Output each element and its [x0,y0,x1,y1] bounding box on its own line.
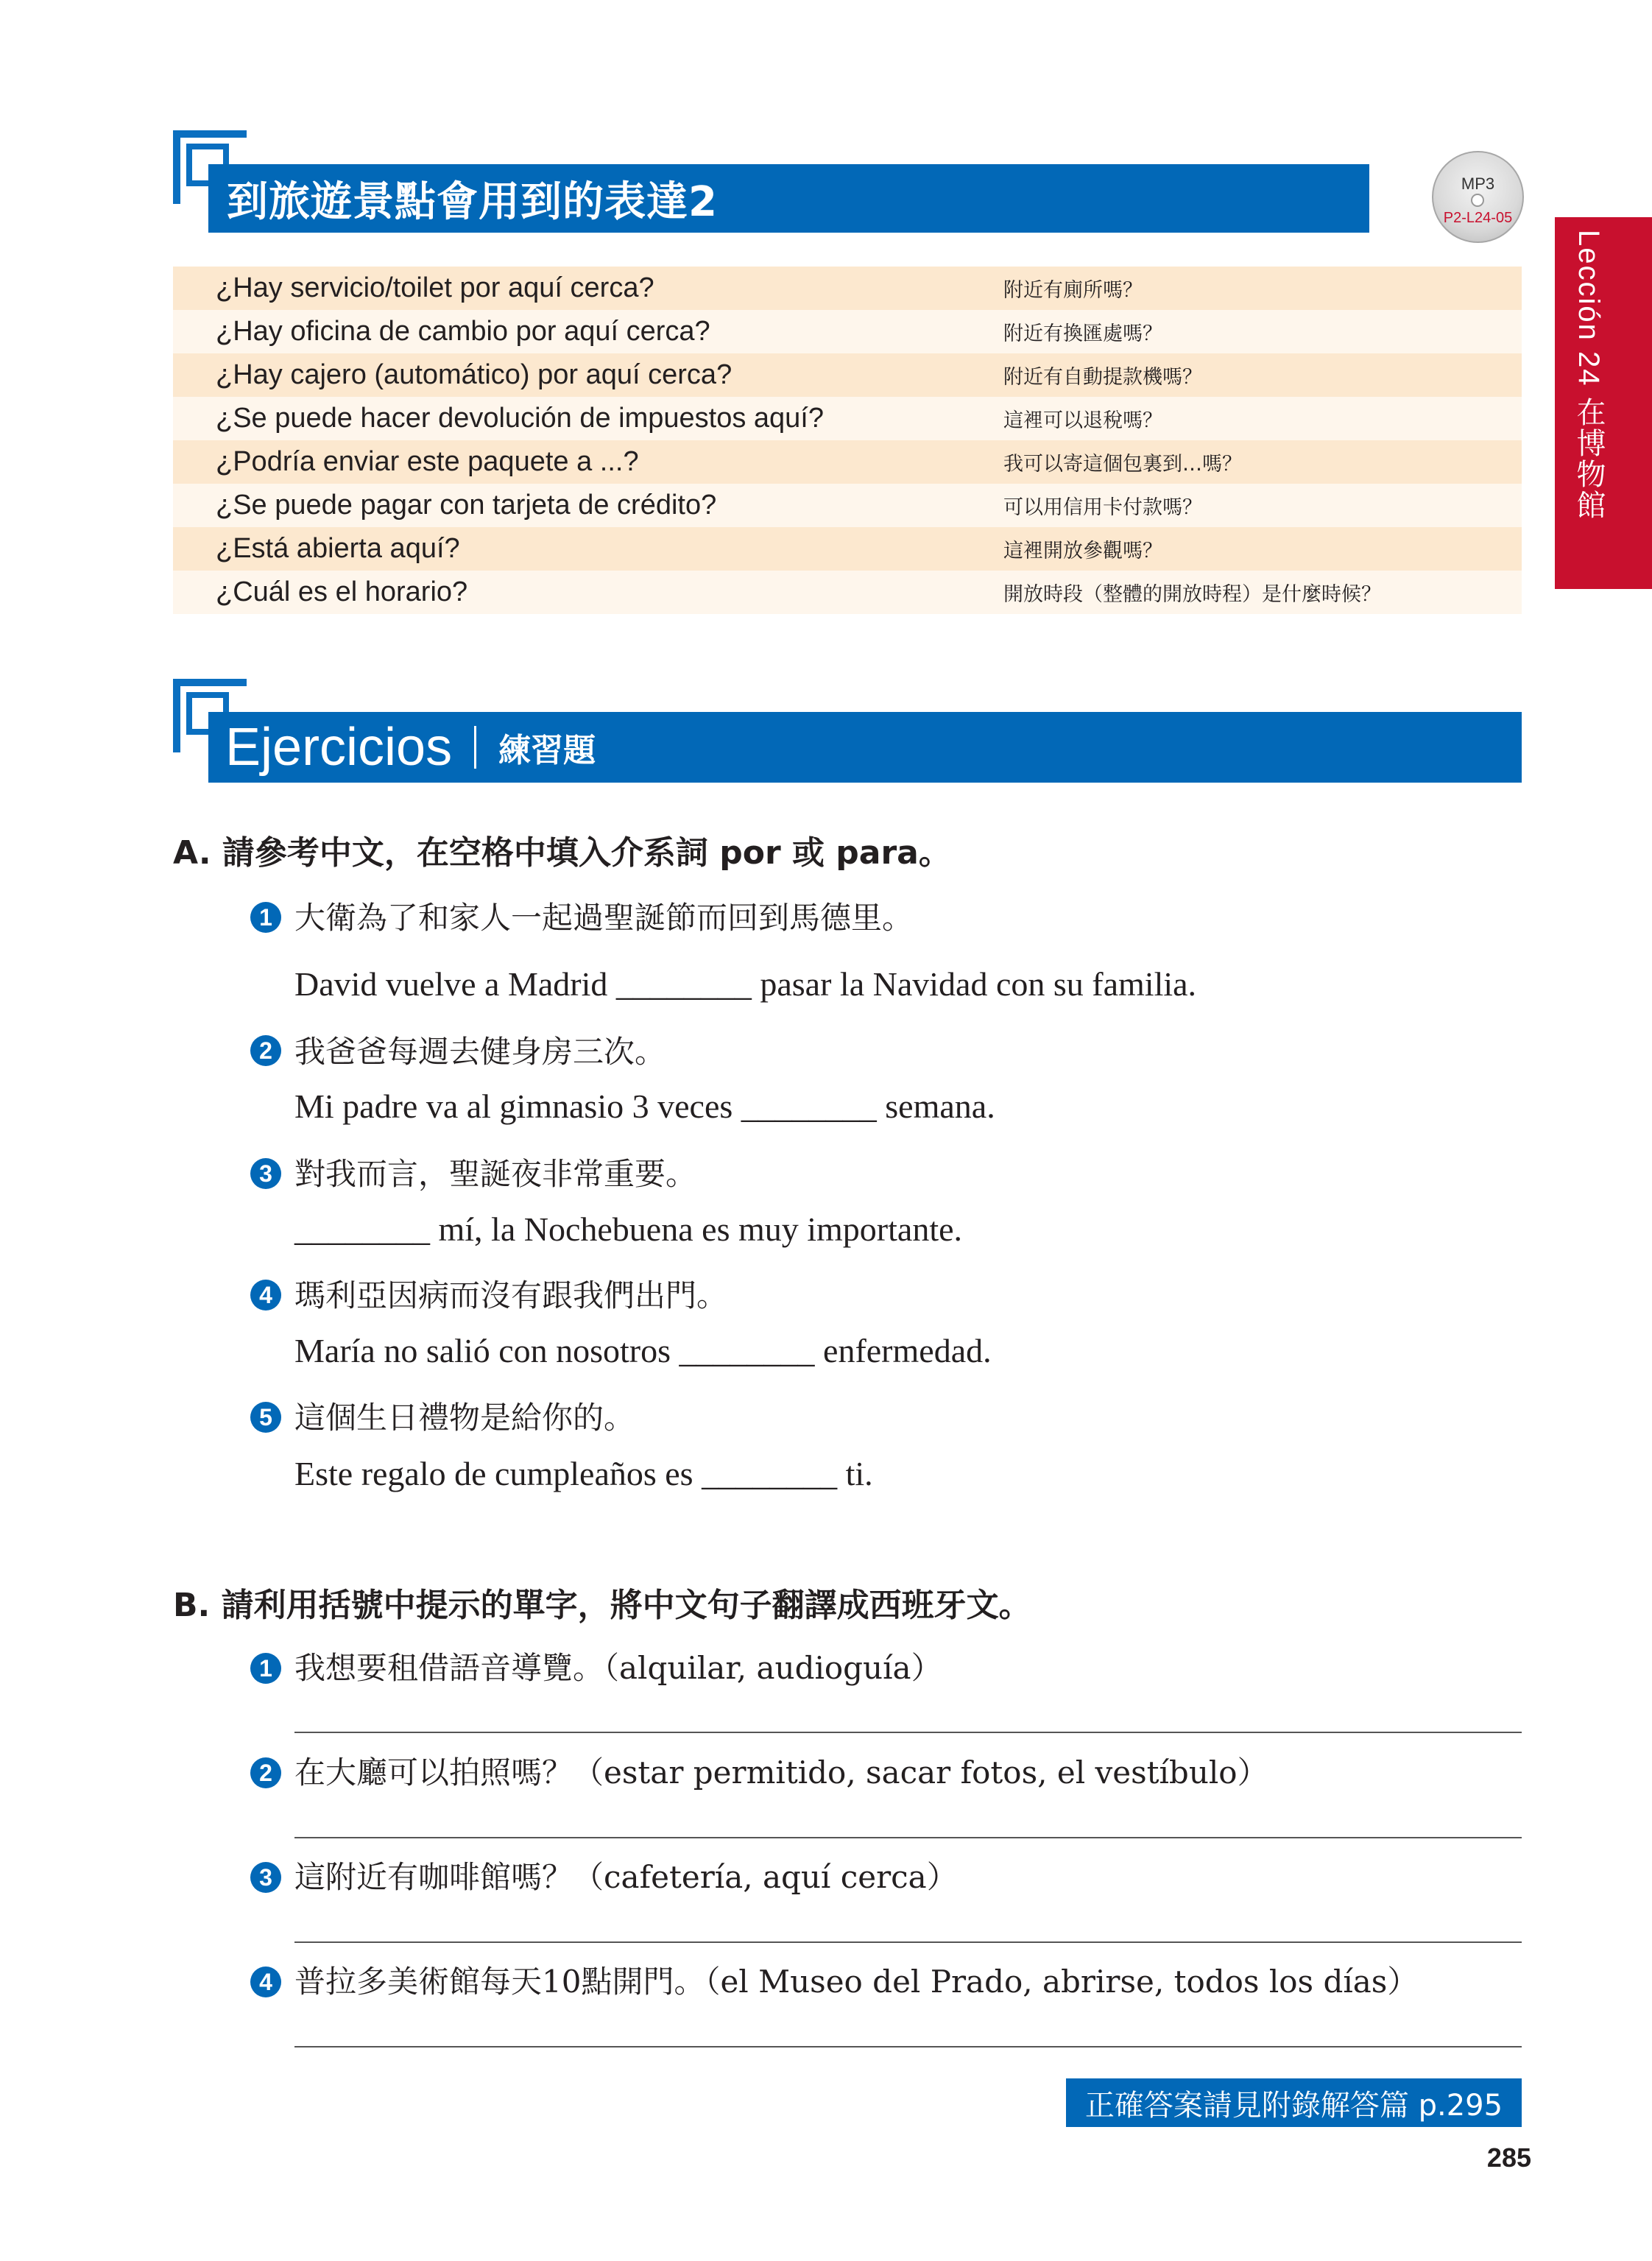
exercise-a-spanish-3[interactable]: ________ mí, la Nochebuena es muy importante. [294,1210,963,1248]
section1-title: 到旅遊景點會用到的表達2 [227,177,718,226]
exercise-a-spanish-5[interactable]: Este regalo de cumpleaños es ________ ti. [294,1455,873,1492]
phrase-spanish: ¿Cuál es el horario? [216,576,468,607]
exercise-a-chinese-2: 我爸爸每週去健身房三次。 [294,1034,666,1070]
exercise-a-instruction: A. 請參考中文，在空格中填入介系詞 por 或 para。 [173,834,951,872]
answer-reference-badge: 正確答案請見附錄解答篇 p.295 [1066,2078,1522,2127]
phrase-chinese: 附近有自動提款機嗎？ [1003,366,1202,389]
phrase-chinese: 這裡開放參觀嗎？ [1003,540,1162,562]
exercise-b-prompt-2: 在大廳可以拍照嗎？（estar permitido, sacar fotos, el vestíbulo） [294,1754,1268,1791]
mp3-track-code: P2-L24-05 [1443,210,1513,226]
phrase-chinese: 附近有換匯處嗎？ [1003,322,1162,345]
mp3-disc-icon[interactable] [1432,151,1524,243]
phrase-spanish: ¿Se puede pagar con tarjeta de crédito? [216,490,717,521]
phrase-spanish: ¿Se puede hacer devolución de impuestos aquí? [216,403,824,434]
exercise-b-answer-line-3[interactable] [294,1941,1522,1943]
phrase-chinese: 開放時段（整體的開放時程）是什麼時候？ [1003,583,1381,606]
phrase-spanish: ¿Está abierta aquí? [216,533,460,564]
exercise-a-number-2: 2 [250,1035,281,1066]
section2-title-spanish: Ejercicios [225,718,453,777]
mp3-label: MP3 [1461,174,1495,193]
phrase-row [173,484,1522,527]
phrase-chinese: 這裡可以退稅嗎？ [1003,409,1162,432]
exercise-a-spanish-4[interactable]: María no salió con nosotros ________ enfermedad. [294,1332,992,1369]
exercise-b-prompt-1: 我想要租借語音導覽。（alquilar, audioguía） [294,1650,942,1686]
section1-header-bar [208,164,1369,233]
phrase-row [173,571,1522,614]
exercise-b-prompt-4: 普拉多美術館每天10點開門。（el Museo del Prado, abrirse, todos los días） [294,1964,1419,2000]
phrase-spanish: ¿Hay cajero (automático) por aquí cerca? [216,359,733,390]
phrase-chinese: 附近有廁所嗎？ [1003,279,1143,302]
section2-header-bar [208,712,1522,783]
exercise-b-answer-line-2[interactable] [294,1837,1522,1838]
exercise-a-spanish-2[interactable]: Mi padre va al gimnasio 3 veces ________ semana. [294,1087,995,1125]
section2-title-chinese: 練習題 [498,732,596,769]
phrase-chinese: 我可以寄這個包裏到…嗎？ [1003,453,1242,476]
phrase-row [173,310,1522,353]
mp3-disc-hole [1471,194,1484,207]
phrase-table [173,267,1522,614]
exercise-b-instruction: B. 請利用括號中提示的單字，將中文句子翻譯成西班牙文。 [173,1587,1031,1624]
exercise-a-number-5: 5 [250,1402,281,1433]
chapter-side-tab-text: Lección 24 在博物館 [1572,230,1605,521]
exercise-a-number-3: 3 [250,1158,281,1189]
exercise-a-chinese-4: 瑪利亞因病而沒有跟我們出門。 [294,1277,728,1313]
phrase-row [173,527,1522,571]
exercise-b-number-3: 3 [250,1862,281,1893]
phrase-row [173,397,1522,440]
phrase-spanish: ¿Hay oficina de cambio por aquí cerca? [216,316,710,347]
exercise-a-number-4: 4 [250,1280,281,1311]
exercise-b-answer-line-1[interactable] [294,1732,1522,1733]
phrase-spanish: ¿Podría enviar este paquete a ...? [216,446,639,477]
exercise-b-prompt-3: 這附近有咖啡館嗎？（cafetería, aquí cerca） [294,1859,958,1895]
exercise-a-spanish-1[interactable]: David vuelve a Madrid ________ pasar la Navidad con su familia. [294,965,1197,1003]
phrase-row [173,267,1522,310]
exercise-b-number-1: 1 [250,1653,281,1684]
exercise-a-chinese-1: 大衛為了和家人一起過聖誕節而回到馬德里。 [294,900,914,936]
phrase-row [173,440,1522,484]
page-number: 285 [1486,2142,1531,2173]
exercise-a-chinese-3: 對我而言，聖誕夜非常重要。 [294,1156,697,1192]
exercise-b-number-2: 2 [250,1757,281,1788]
title-separator [474,726,476,769]
phrase-spanish: ¿Hay servicio/toilet por aquí cerca? [216,272,654,303]
exercise-b-number-4: 4 [250,1967,281,1997]
phrase-chinese: 可以用信用卡付款嗎？ [1003,496,1202,519]
exercise-a-number-1: 1 [250,902,281,933]
exercise-a-chinese-5: 這個生日禮物是給你的。 [294,1400,635,1436]
exercise-b-answer-line-4[interactable] [294,2046,1522,2047]
phrase-row [173,353,1522,397]
